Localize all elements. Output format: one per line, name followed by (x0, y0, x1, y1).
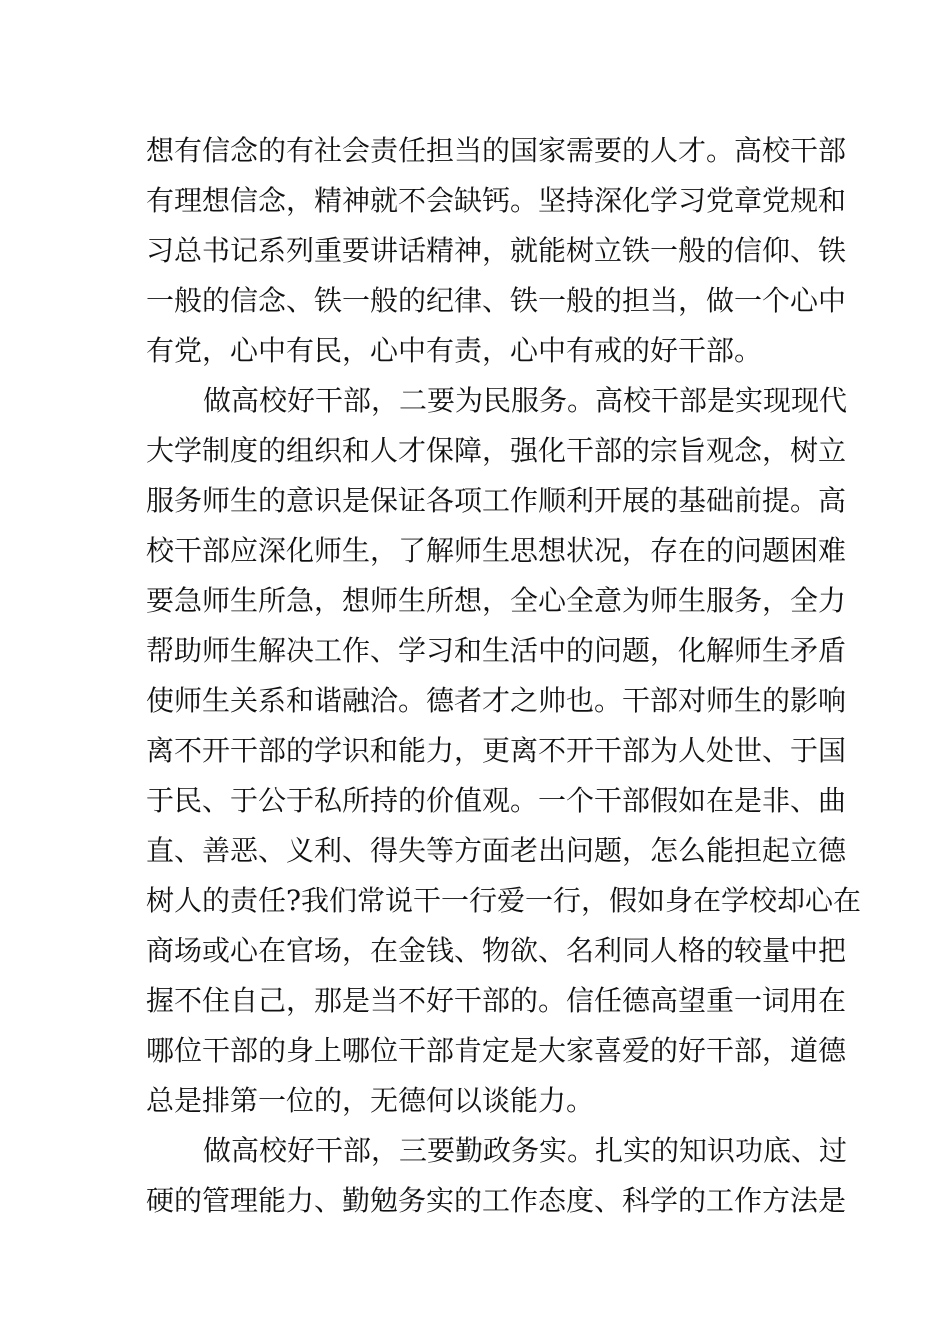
text-line: 离不开干部的学识和能力，更离不开干部为人处世、于国 (146, 734, 847, 767)
text-line: 服务师生的意识是保证各项工作顺利开展的基础前提。高 (146, 484, 847, 517)
text-line: 大学制度的组织和人才保障，强化干部的宗旨观念，树立 (146, 434, 847, 467)
text-line: 硬的管理能力、勤勉务实的工作态度、科学的工作方法是 (146, 1184, 847, 1217)
text-line: 一般的信念、铁一般的纪律、铁一般的担当，做一个心中 (146, 284, 847, 317)
text-line: 直、善恶、义利、得失等方面老出问题，怎么能担起立德 (146, 834, 847, 867)
text-line: 有党，心中有民，心中有责，心中有戒的好干部。 (146, 334, 763, 367)
text-line: 商场或心在官场，在金钱、物欲、名利同人格的较量中把 (146, 934, 847, 967)
paragraph-start-line: 做高校好干部，三要勤政务实。扎实的知识功底、过 (203, 1134, 848, 1167)
text-line: 于民、于公于私所持的价值观。一个干部假如在是非、曲 (146, 784, 847, 817)
text-line: 帮助师生解决工作、学习和生活中的问题，化解师生矛盾 (146, 634, 847, 667)
text-line: 想有信念的有社会责任担当的国家需要的人才。高校干部 (146, 134, 847, 167)
text-line: 有理想信念，精神就不会缺钙。坚持深化学习党章党规和 (146, 184, 847, 217)
text-line: 使师生关系和谐融洽。德者才之帅也。干部对师生的影响 (146, 684, 847, 717)
text-line: 校干部应深化师生，了解师生思想状况，存在的问题困难 (146, 534, 847, 567)
text-line: 要急师生所急，想师生所想，全心全意为师生服务，全力 (146, 584, 847, 617)
text-line: 习总书记系列重要讲话精神，就能树立铁一般的信仰、铁 (146, 234, 847, 267)
text-line: 树人的责任?我们常说干一行爱一行，假如身在学校却心在 (146, 884, 862, 917)
paragraph-start-line: 做高校好干部，二要为民服务。高校干部是实现现代 (203, 384, 848, 417)
document-body (146, 126, 862, 1226)
text-line: 握不住自己，那是当不好干部的。信任德高望重一词用在 (146, 984, 847, 1017)
text-line: 总是排第一位的，无德何以谈能力。 (146, 1084, 595, 1117)
text-line: 哪位干部的身上哪位干部肯定是大家喜爱的好干部，道德 (146, 1034, 847, 1067)
